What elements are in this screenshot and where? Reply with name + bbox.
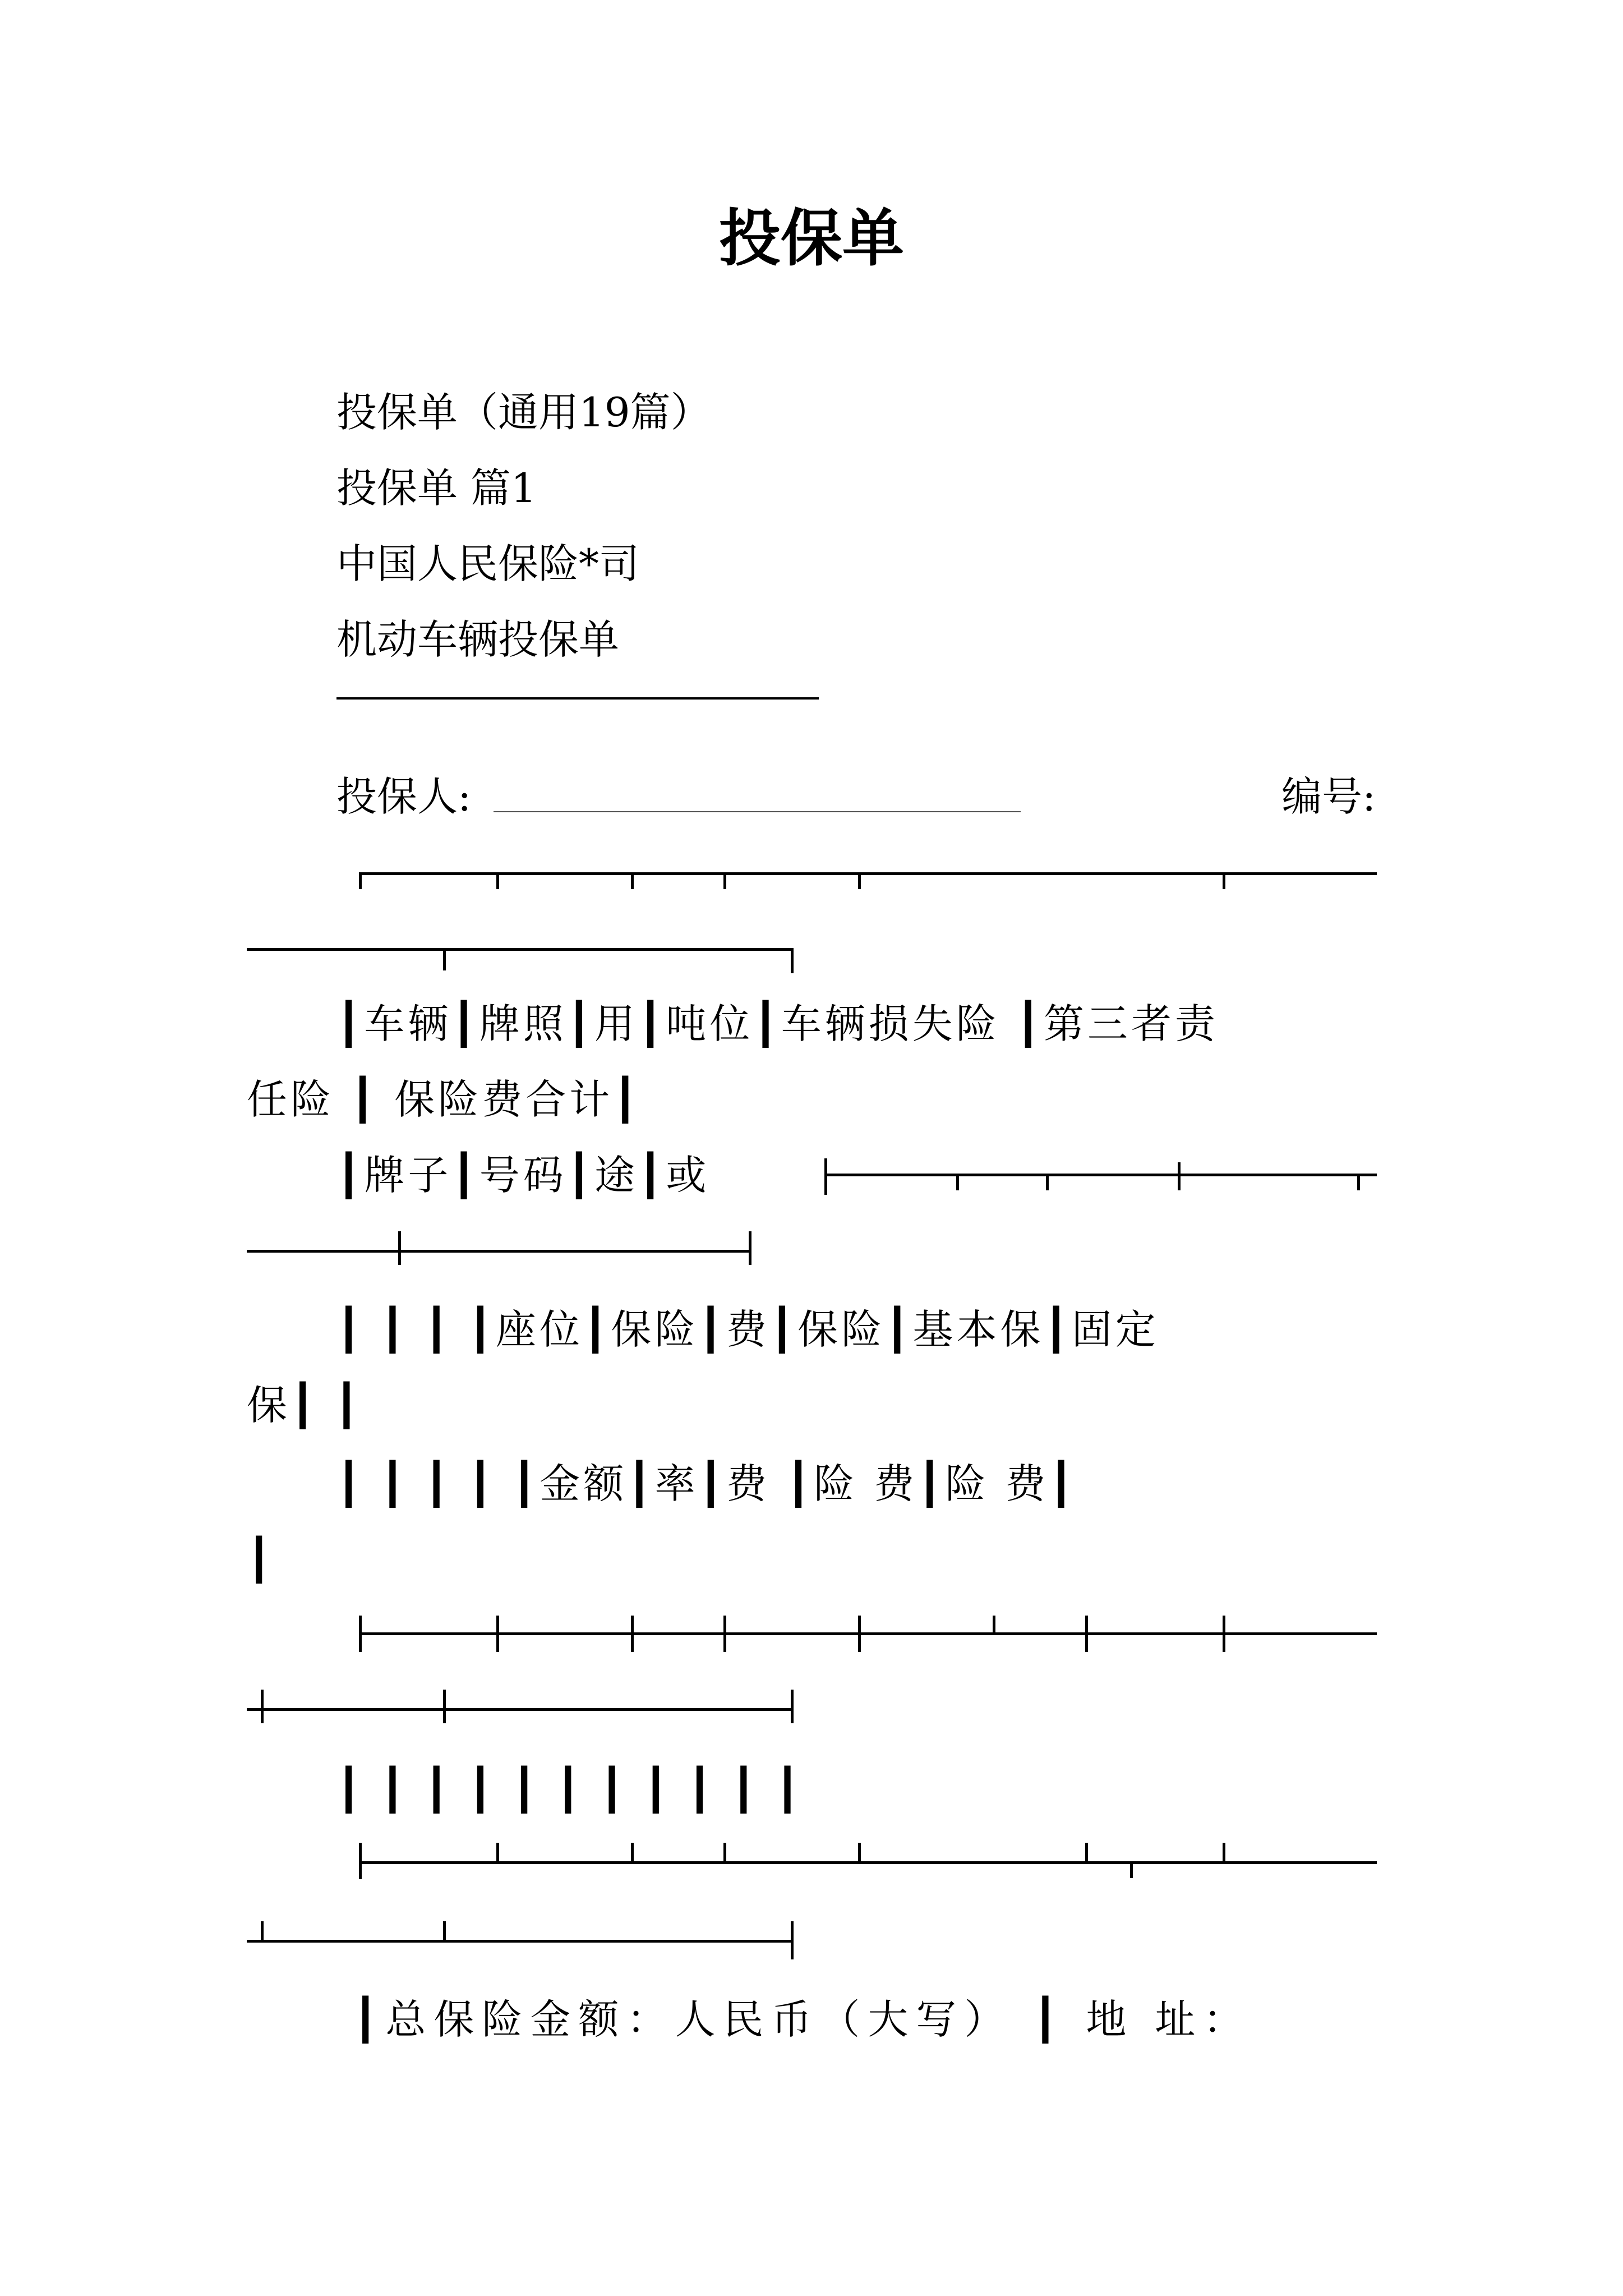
form-name: 机动车辆投保单 bbox=[336, 616, 620, 663]
table-row-1: ┃车辆┃牌照┃用┃吨位┃车辆损失险 ┃第三者责 bbox=[336, 1000, 1219, 1047]
applicant-blank-line bbox=[494, 811, 1021, 812]
table-row-2: ┃牌子┃号码┃途┃或 bbox=[336, 1152, 710, 1199]
table-row-4-cont: ┃ bbox=[247, 1536, 275, 1583]
table-row-1-cont: 任险 ┃ 保险费合计┃ bbox=[247, 1076, 641, 1123]
document-subtitle: 投保单（通用19篇） bbox=[336, 389, 711, 436]
company-name: 中国人民保险*司 bbox=[336, 540, 640, 587]
form-name-underline bbox=[336, 697, 819, 700]
document-title: 投保单 bbox=[719, 202, 904, 274]
table-row-5: ┃ ┃ ┃ ┃ ┃ ┃ ┃ ┃ ┃ ┃ ┃ bbox=[336, 1766, 803, 1813]
total-amount-line: ┃总保险金额：人民币（大写） ┃ 地 址： bbox=[353, 1996, 1252, 2043]
section-heading: 投保单 篇1 bbox=[336, 464, 537, 512]
table-row-3: ┃ ┃ ┃ ┃座位┃保险┃费┃保险┃基本保┃固定 bbox=[336, 1306, 1159, 1353]
table-row-4: ┃ ┃ ┃ ┃ ┃金额┃率┃费 ┃险 费┃险 费┃ bbox=[336, 1460, 1077, 1507]
number-label: 编号: bbox=[1281, 773, 1376, 820]
applicant-label: 投保人: bbox=[336, 773, 472, 820]
table-row-3-cont: 保┃ ┃ bbox=[247, 1382, 362, 1429]
